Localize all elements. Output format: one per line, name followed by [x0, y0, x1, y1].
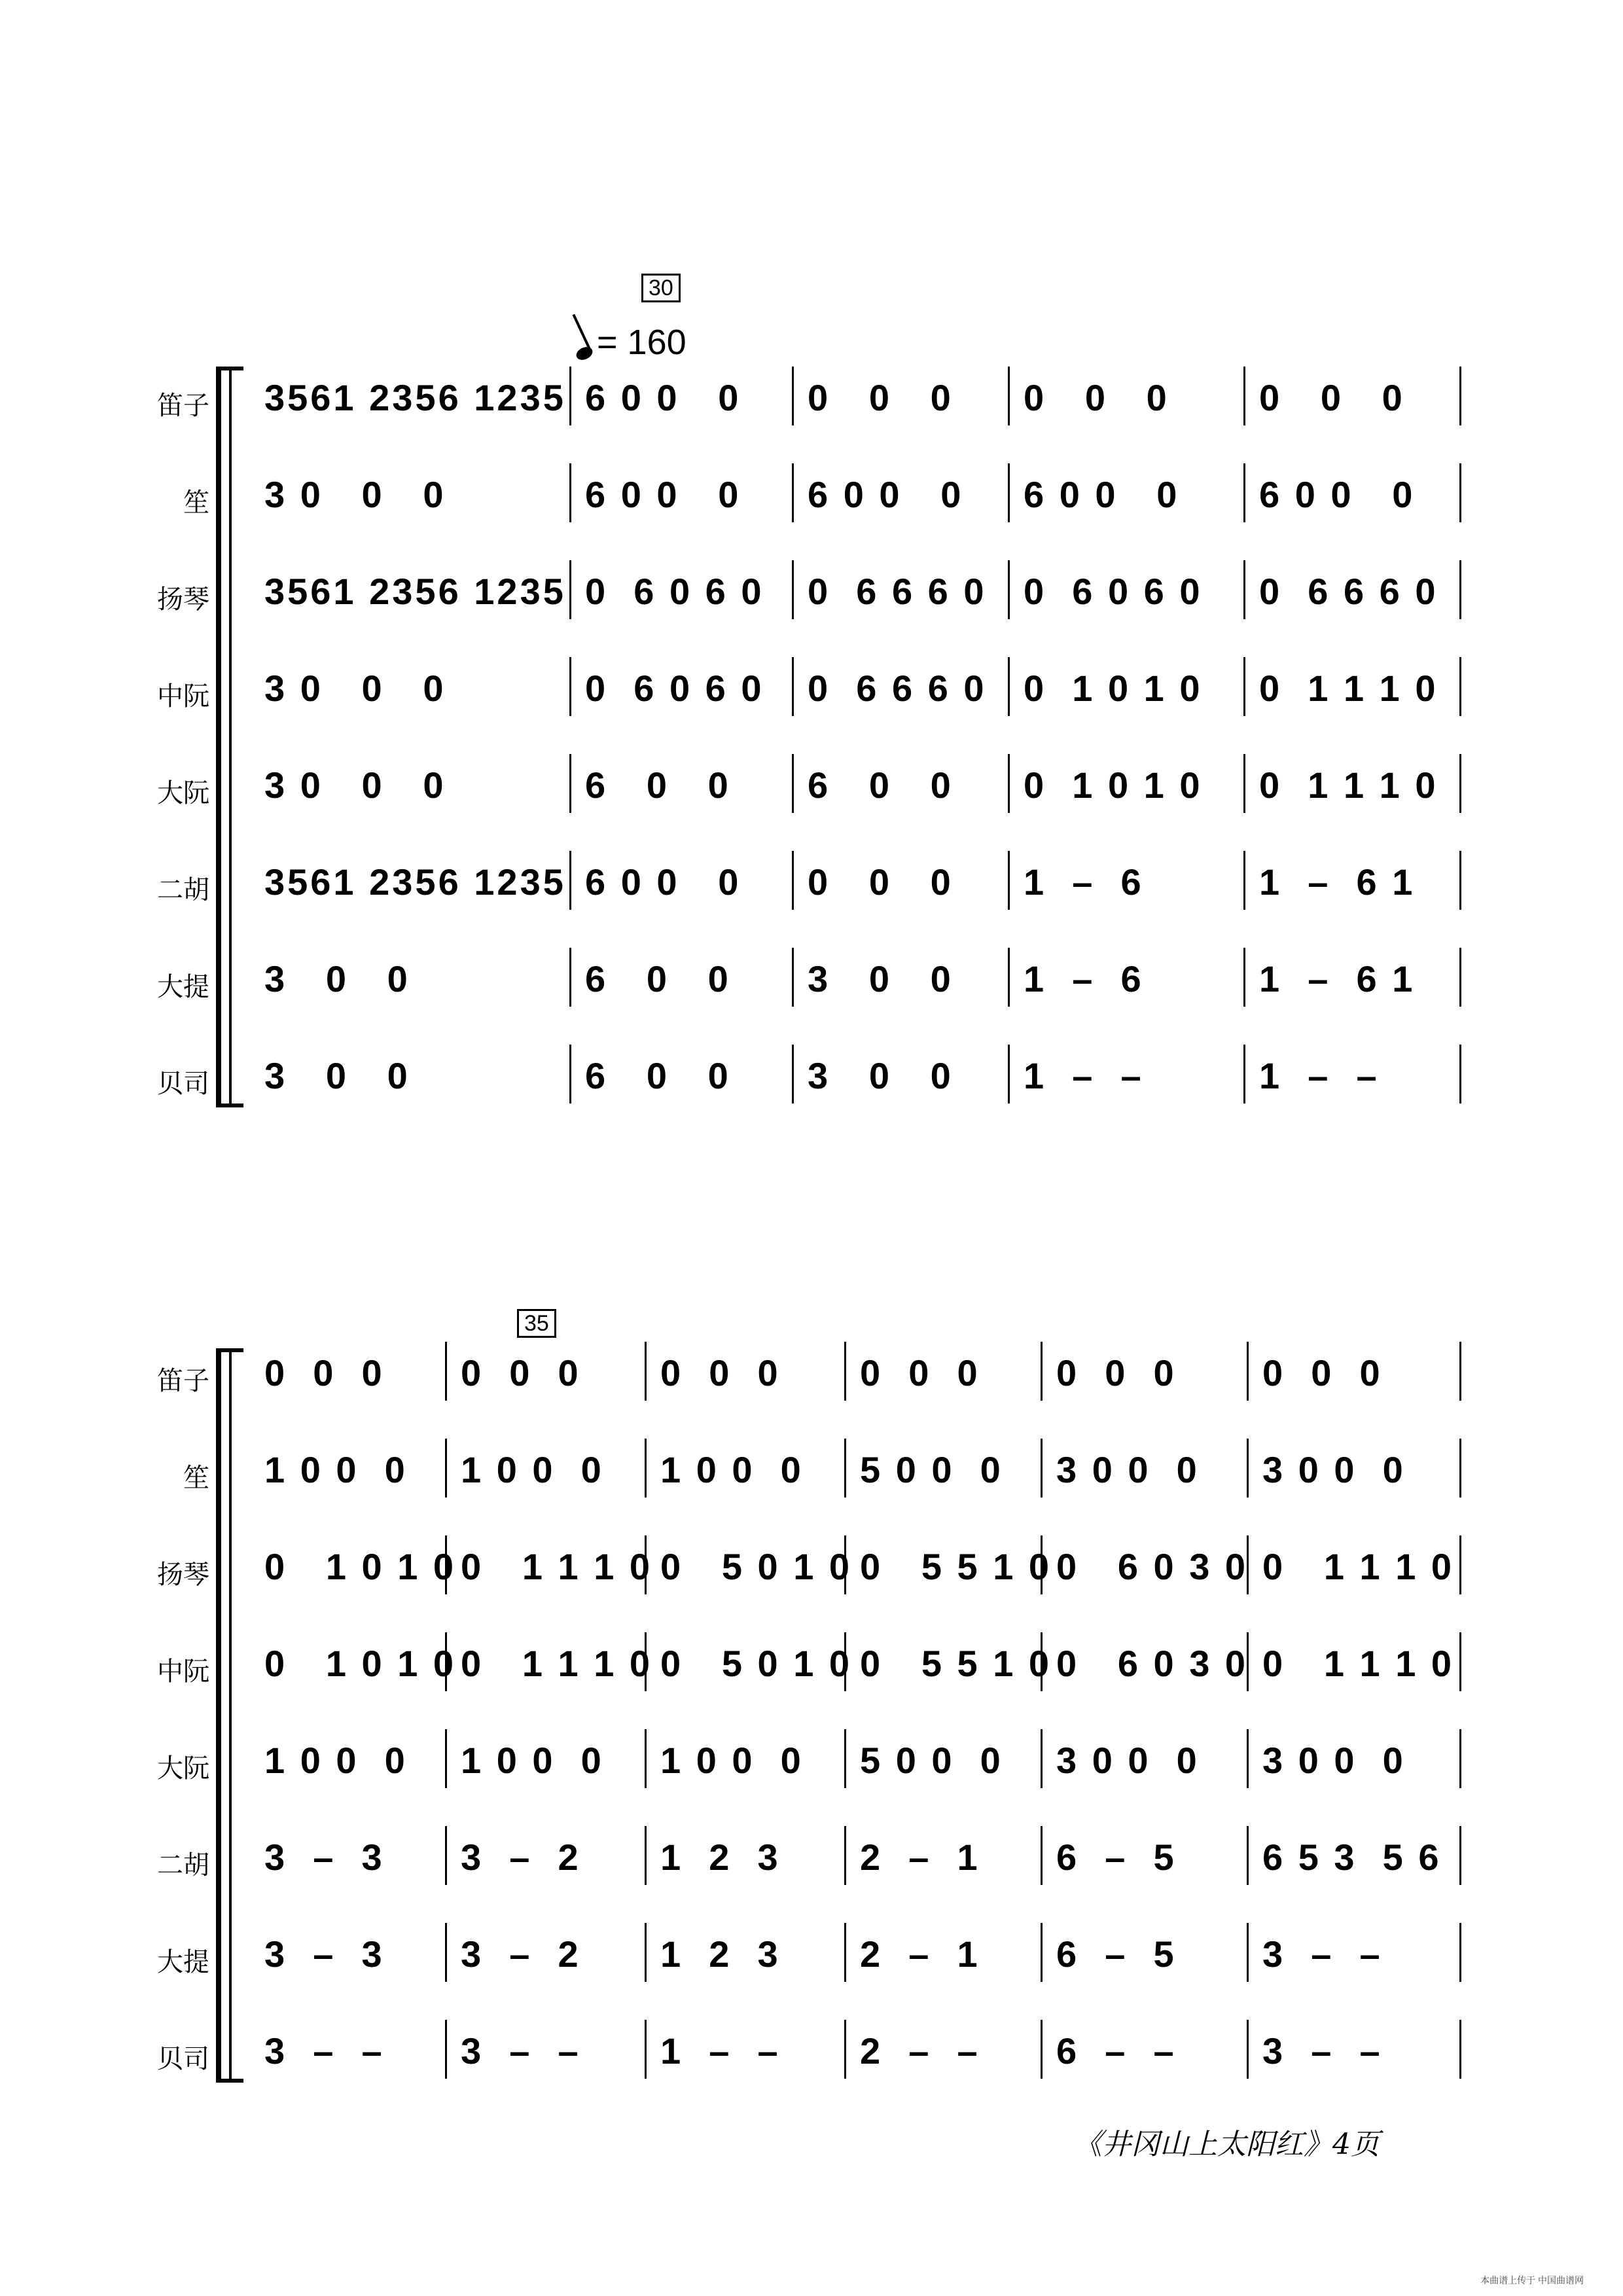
- source-stamp: 本曲谱上传于 中国曲谱网: [1480, 2275, 1584, 2286]
- barline: [1041, 1923, 1043, 1982]
- measure-cell: 0 1 0 1 0: [264, 1546, 457, 1587]
- measure-cell: 6 0 0: [585, 958, 731, 999]
- measure-cell: 0 1 0 1 0: [1024, 764, 1203, 806]
- measure-cell: 0 6 6 6 0: [1259, 571, 1438, 612]
- measure-cell: 0 0 0: [1024, 377, 1169, 418]
- measure-cell: 1 0 0 0: [461, 1740, 604, 1781]
- barline: [645, 2020, 647, 2079]
- barline: [569, 851, 571, 910]
- barline: [445, 1439, 447, 1498]
- measure-cell: 1 – –: [660, 2030, 781, 2072]
- barline: [1041, 2020, 1043, 2079]
- barline: [569, 754, 571, 813]
- system-barline-left: [229, 367, 232, 1106]
- barline: [569, 367, 571, 425]
- measure-cell: 0 1 1 1 0: [1259, 764, 1438, 806]
- measure-cell: 6 0 0 0: [585, 474, 741, 515]
- barline: [1247, 2020, 1249, 2079]
- barline: [844, 1342, 846, 1401]
- barline: [1243, 754, 1245, 813]
- barline: [792, 1045, 794, 1103]
- measure-cell: 3561 2356 1235: [264, 861, 566, 903]
- instrument-label: 中阮: [157, 681, 209, 711]
- measure-cell: 0 1 0 1 0: [264, 1643, 457, 1684]
- barline: [1243, 948, 1245, 1007]
- measure-cell: 1 0 0 0: [660, 1449, 804, 1490]
- barline: [445, 2020, 447, 2079]
- measure-cell: 0 5 5 1 0: [860, 1546, 1052, 1587]
- rehearsal-mark-35: 35: [517, 1309, 556, 1338]
- measure-cell: 1 – –: [1259, 1055, 1380, 1096]
- quarter-note-icon: [574, 344, 594, 362]
- barline: [792, 754, 794, 813]
- barline: [1459, 948, 1461, 1007]
- barline: [445, 1342, 447, 1401]
- measure-cell: 5 0 0 0: [860, 1449, 1003, 1490]
- barline: [1243, 463, 1245, 522]
- measure-cell: 6 0 0 0: [1024, 474, 1180, 515]
- measure-cell: 0 0 0: [860, 1352, 980, 1393]
- barline: [645, 1923, 647, 1982]
- barline: [1008, 560, 1010, 619]
- barline: [1459, 1045, 1461, 1103]
- instrument-label: 扬琴: [157, 584, 209, 615]
- instrument-label: 大阮: [157, 778, 209, 808]
- measure-cell: 1 0 0 0: [461, 1449, 604, 1490]
- barline: [569, 560, 571, 619]
- measure-cell: 0 6 0 6 0: [585, 571, 764, 612]
- barline: [1459, 1923, 1461, 1982]
- barline: [645, 1342, 647, 1401]
- measure-cell: 1 0 0 0: [264, 1449, 408, 1490]
- barline: [1041, 1342, 1043, 1401]
- barline: [645, 1632, 647, 1691]
- barline: [1008, 754, 1010, 813]
- measure-cell: 0 0 0: [808, 377, 954, 418]
- barline: [1247, 1632, 1249, 1691]
- measure-cell: 3 – 2: [461, 1933, 581, 1975]
- barline: [1041, 1826, 1043, 1885]
- barline: [1459, 367, 1461, 425]
- measure-cell: 3 0 0 0: [1056, 1449, 1200, 1490]
- barline: [1008, 367, 1010, 425]
- barline: [792, 560, 794, 619]
- barline: [1459, 1535, 1461, 1594]
- measure-cell: 0 0 0: [660, 1352, 781, 1393]
- measure-cell: 0 0 0: [461, 1352, 581, 1393]
- rehearsal-mark-30: 30: [641, 274, 681, 302]
- measure-cell: 6 0 0: [808, 764, 954, 806]
- barline: [1459, 1729, 1461, 1788]
- measure-cell: 3 0 0: [264, 1055, 410, 1096]
- measure-cell: 6 – –: [1056, 2030, 1177, 2072]
- instrument-label: 二胡: [157, 1850, 209, 1880]
- barline: [792, 367, 794, 425]
- instrument-label: 大提: [157, 972, 209, 1002]
- tempo-value: = 160: [597, 323, 687, 362]
- barline: [792, 657, 794, 716]
- barline: [792, 463, 794, 522]
- measure-cell: 0 1 1 1 0: [461, 1546, 653, 1587]
- measure-cell: 6 – 5: [1056, 1933, 1177, 1975]
- barline: [445, 1923, 447, 1982]
- measure-cell: 1 – 6 1: [1259, 958, 1416, 999]
- measure-cell: 0 0 0: [808, 861, 954, 903]
- barline: [844, 1535, 846, 1594]
- barline: [445, 1729, 447, 1788]
- barline: [1247, 1439, 1249, 1498]
- measure-cell: 3 0 0: [264, 958, 410, 999]
- instrument-label: 贝司: [157, 1069, 209, 1099]
- barline: [1041, 1535, 1043, 1594]
- measure-cell: 1 – 6: [1024, 861, 1144, 903]
- measure-cell: 3561 2356 1235: [264, 571, 566, 612]
- barline: [844, 2020, 846, 2079]
- measure-cell: 1 2 3: [660, 1837, 781, 1878]
- measure-cell: 3 0 0 0: [1056, 1740, 1200, 1781]
- instrument-label: 扬琴: [157, 1560, 209, 1590]
- measure-cell: 3561 2356 1235: [264, 377, 566, 418]
- measure-cell: 3 0 0: [808, 958, 954, 999]
- measure-cell: 2 – –: [860, 2030, 980, 2072]
- measure-cell: 3 – –: [1262, 2030, 1383, 2072]
- barline: [445, 1632, 447, 1691]
- measure-cell: 0 6 6 6 0: [808, 668, 987, 709]
- measure-cell: 0 1 1 1 0: [1262, 1546, 1455, 1587]
- barline: [1008, 657, 1010, 716]
- tempo-marking: [576, 322, 687, 363]
- instrument-label: 大阮: [157, 1753, 209, 1784]
- barline: [445, 1826, 447, 1885]
- barline: [1247, 1535, 1249, 1594]
- measure-cell: 5 0 0 0: [860, 1740, 1003, 1781]
- measure-cell: 3 – 3: [264, 1837, 385, 1878]
- measure-cell: 6 0 0 0: [808, 474, 964, 515]
- measure-cell: 3 0 0 0: [264, 668, 446, 709]
- barline: [1247, 1923, 1249, 1982]
- instrument-label: 大提: [157, 1947, 209, 1977]
- measure-cell: 1 0 0 0: [660, 1740, 804, 1781]
- barline: [1459, 1632, 1461, 1691]
- barline: [1459, 463, 1461, 522]
- barline: [1247, 1729, 1249, 1788]
- barline: [844, 1826, 846, 1885]
- barline: [1041, 1632, 1043, 1691]
- barline: [645, 1826, 647, 1885]
- barline: [844, 1439, 846, 1498]
- measure-cell: 3 0 0 0: [1262, 1449, 1406, 1490]
- barline: [1459, 754, 1461, 813]
- measure-cell: 1 2 3: [660, 1933, 781, 1975]
- instrument-label: 笛子: [157, 1366, 209, 1396]
- barline: [1459, 1826, 1461, 1885]
- measure-cell: 0 6 6 6 0: [808, 571, 987, 612]
- measure-cell: 0 5 0 1 0: [660, 1643, 853, 1684]
- measure-cell: 1 – 6 1: [1259, 861, 1416, 903]
- measure-cell: 3 0 0 0: [264, 764, 446, 806]
- barline: [1459, 1439, 1461, 1498]
- barline: [1243, 657, 1245, 716]
- barline: [645, 1729, 647, 1788]
- barline: [1247, 1826, 1249, 1885]
- barline: [569, 657, 571, 716]
- measure-cell: 1 – –: [1024, 1055, 1144, 1096]
- measure-cell: 0 6 0 6 0: [1024, 571, 1203, 612]
- measure-cell: 6 0 0: [585, 1055, 731, 1096]
- measure-cell: 6 – 5: [1056, 1837, 1177, 1878]
- barline: [1041, 1729, 1043, 1788]
- barline: [1008, 1045, 1010, 1103]
- barline: [1459, 1342, 1461, 1401]
- measure-cell: 6 0 0 0: [1259, 474, 1416, 515]
- barline: [844, 1632, 846, 1691]
- measure-cell: 3 – –: [264, 2030, 385, 2072]
- barline: [792, 948, 794, 1007]
- measure-cell: 6 0 0 0: [585, 861, 741, 903]
- system-barline-left: [229, 1348, 232, 2081]
- measure-cell: 0 0 0: [1056, 1352, 1177, 1393]
- barline: [645, 1535, 647, 1594]
- measure-cell: 3 0 0: [808, 1055, 954, 1096]
- measure-cell: 3 – 3: [264, 1933, 385, 1975]
- measure-cell: 3 0 0 0: [264, 474, 446, 515]
- measure-cell: 0 1 1 1 0: [1262, 1643, 1455, 1684]
- barline: [1243, 560, 1245, 619]
- measure-cell: 6 5 3 5 6: [1262, 1837, 1442, 1878]
- measure-cell: 0 5 0 1 0: [660, 1546, 853, 1587]
- barline: [1008, 948, 1010, 1007]
- barline: [1041, 1439, 1043, 1498]
- instrument-label: 二胡: [157, 875, 209, 905]
- barline: [1459, 2020, 1461, 2079]
- measure-cell: 3 – –: [1262, 1933, 1383, 1975]
- barline: [844, 1923, 846, 1982]
- measure-cell: 3 – –: [461, 2030, 581, 2072]
- measure-cell: 2 – 1: [860, 1933, 980, 1975]
- instrument-label: 笛子: [157, 391, 209, 421]
- measure-cell: 1 – 6: [1024, 958, 1144, 999]
- measure-cell: 3 0 0 0: [1262, 1740, 1406, 1781]
- barline: [569, 948, 571, 1007]
- barline: [1247, 1342, 1249, 1401]
- barline: [1243, 367, 1245, 425]
- barline: [569, 463, 571, 522]
- barline: [1243, 851, 1245, 910]
- barline: [569, 1045, 571, 1103]
- instrument-label: 贝司: [157, 2044, 209, 2074]
- measure-cell: 1 0 0 0: [264, 1740, 408, 1781]
- measure-cell: 0 6 0 6 0: [585, 668, 764, 709]
- measure-cell: 3 – 2: [461, 1837, 581, 1878]
- measure-cell: 0 0 0: [1262, 1352, 1383, 1393]
- barline: [1243, 1045, 1245, 1103]
- instrument-label: 笙: [183, 1463, 209, 1493]
- measure-cell: 0 6 0 3 0: [1056, 1643, 1249, 1684]
- instrument-label: 笙: [183, 488, 209, 518]
- measure-cell: 0 1 1 1 0: [1259, 668, 1438, 709]
- barline: [844, 1729, 846, 1788]
- page-footer: 《井冈山上太阳红》4页: [1073, 2128, 1380, 2161]
- barline: [445, 1535, 447, 1594]
- measure-cell: 6 0 0 0: [585, 377, 741, 418]
- measure-cell: 0 0 0: [1259, 377, 1405, 418]
- measure-cell: 0 5 5 1 0: [860, 1643, 1052, 1684]
- barline: [792, 851, 794, 910]
- measure-cell: 0 0 0: [264, 1352, 385, 1393]
- measure-cell: 0 1 1 1 0: [461, 1643, 653, 1684]
- barline: [1008, 851, 1010, 910]
- barline: [1459, 657, 1461, 716]
- instrument-label: 中阮: [157, 1657, 209, 1687]
- barline: [1459, 851, 1461, 910]
- measure-cell: 2 – 1: [860, 1837, 980, 1878]
- measure-cell: 0 6 0 3 0: [1056, 1546, 1249, 1587]
- barline: [1008, 463, 1010, 522]
- measure-cell: 0 1 0 1 0: [1024, 668, 1203, 709]
- barline: [1459, 560, 1461, 619]
- measure-cell: 6 0 0: [585, 764, 731, 806]
- barline: [645, 1439, 647, 1498]
